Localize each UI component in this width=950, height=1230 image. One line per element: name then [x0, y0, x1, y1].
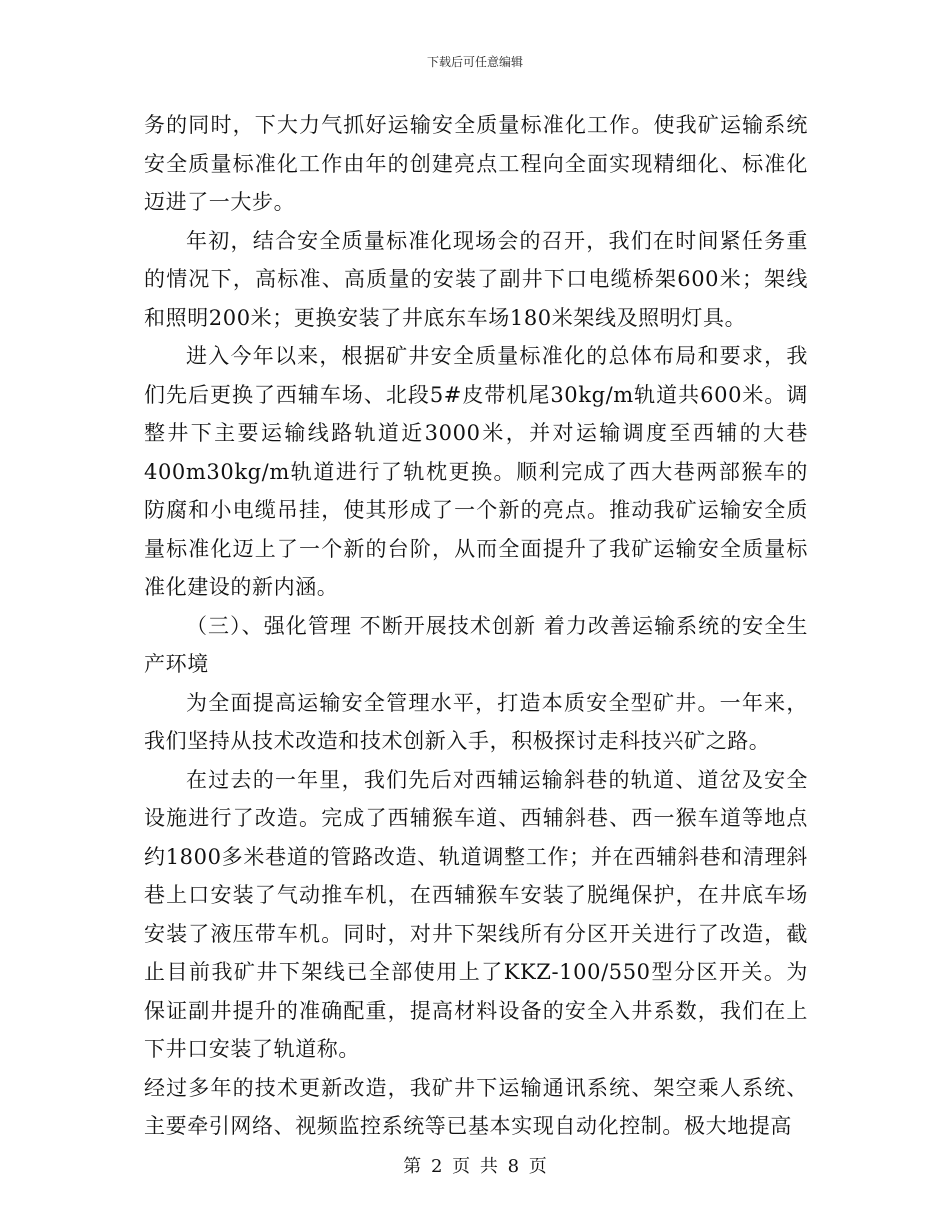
- paragraph-3: 进入今年以来，根据矿井安全质量标准化的总体布局和要求，我们先后更换了西辅车场、北段5#皮带机尾30kg/m轨道共600米。调整井下主要运输线路轨道近3000米，并对运输调度至西辅的大巷400m30kg/m轨道进行了轨枕更换。顺利完成了西大巷两部猴车的防腐和小电缆吊挂，使其形成了一个新的亮点。推动我矿运输安全质量标准化迈上了一个新的台阶，从而全面提升了我矿运输安全质量标准化建设的新内涵。: [144, 344, 808, 599]
- document-body: [144, 106, 808, 1146]
- paragraph-1: 务的同时，下大力气抓好运输安全质量标准化工作。使我矿运输系统安全质量标准化工作由年的创建亮点工程向全面实现精细化、标准化迈进了一大步。: [144, 113, 808, 214]
- page-header: 下载后可任意编辑: [426, 55, 523, 69]
- section-heading: （三）、强化管理 不断开展技术创新 着力改善运输系统的安全生产环境: [144, 613, 808, 676]
- page-number: 第 2 页 共 8 页: [403, 1156, 547, 1177]
- paragraph-6: 经过多年的技术更新改造，我矿井下运输通讯系统、架空乘人系统、主要牵引网络、视频监控系统等已基本实现自动化控制。极大地提高: [144, 1075, 808, 1138]
- paragraph-5: 在过去的一年里，我们先后对西辅运输斜巷的轨道、道岔及安全设施进行了改造。完成了西辅猴车道、西辅斜巷、西一猴车道等地点约1800多米巷道的管路改造、轨道调整工作；并在西辅斜巷和清理斜巷上口安装了气动推车机，在西辅猴车安装了脱绳保护，在井底车场安装了液压带车机。同时，对井下架线所有分区开关进行了改造，截止目前我矿井下架线已全部使用上了KKZ-100/550型分区开关。为保证副井提升的准确配重，提高材料设备的安全入井系数，我们在上下井口安装了轨道称。: [144, 767, 808, 1061]
- paragraph-2: 年初，结合安全质量标准化现场会的召开，我们在时间紧任务重的情况下，高标准、高质量的安装了副井下口电缆桥架600米；架线和照明200米；更换安装了井底东车场180米架线及照明灯具。: [144, 228, 808, 330]
- paragraph-4: 为全面提高运输安全管理水平，打造本质安全型矿井。一年来，我们坚持从技术改造和技术创新入手，积极探讨走科技兴矿之路。: [144, 690, 808, 753]
